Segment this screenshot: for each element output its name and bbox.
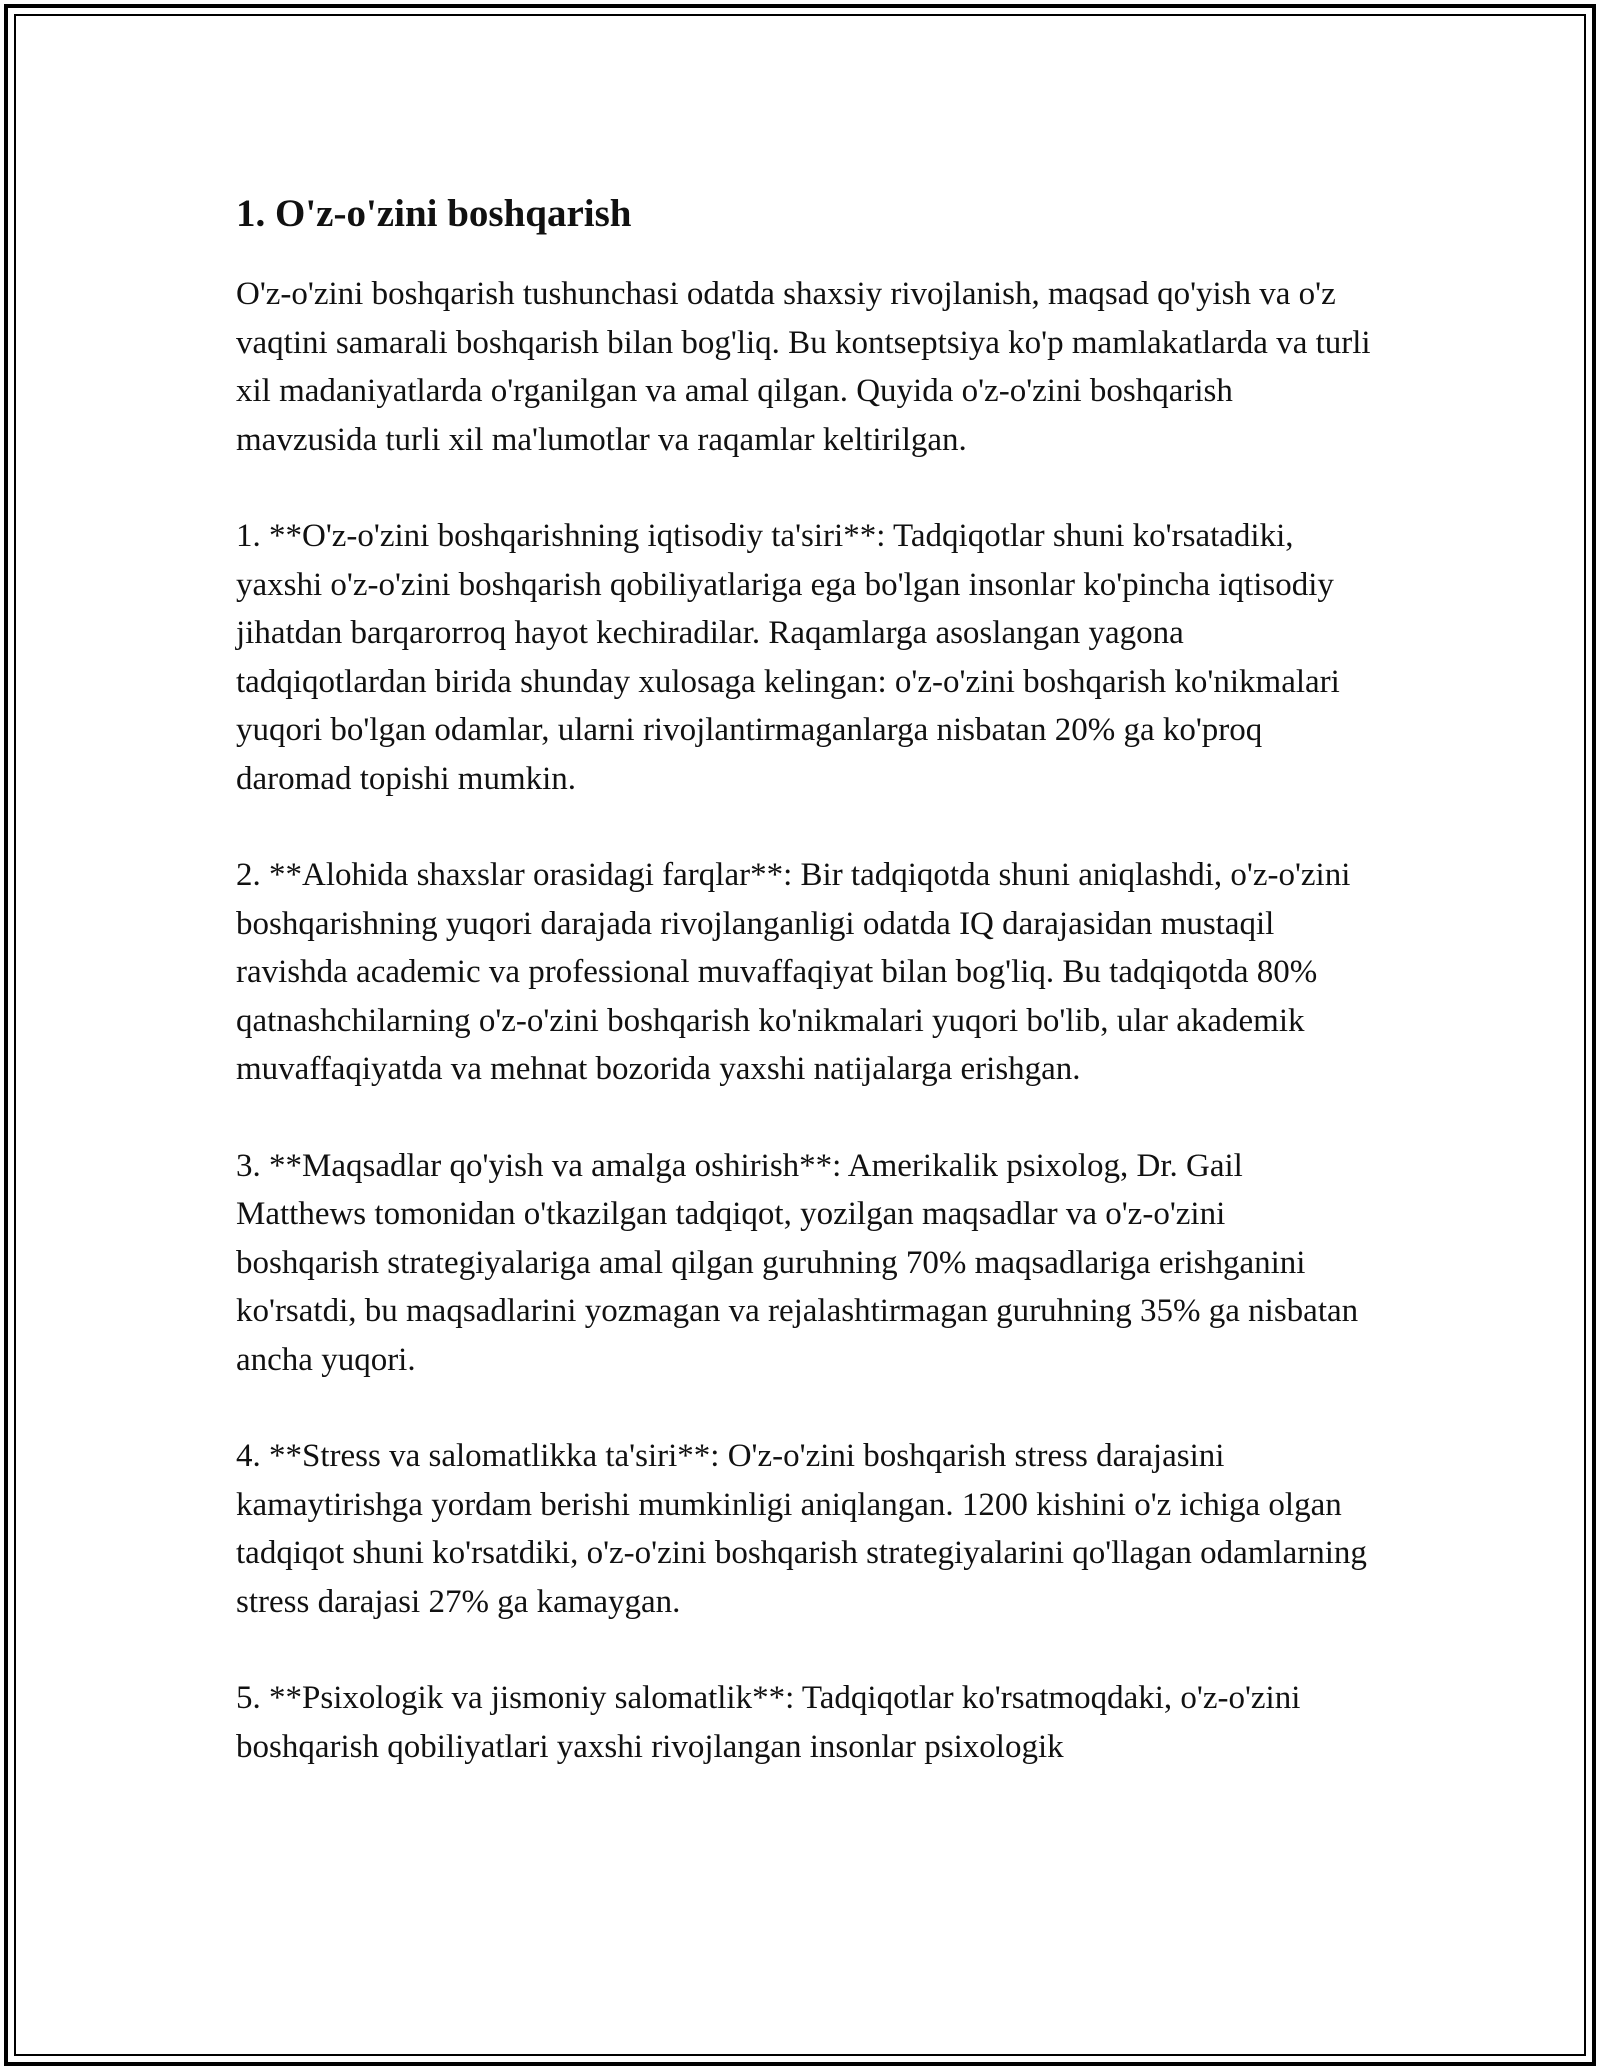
list-item-goal-setting: 3. **Maqsadlar qo'yish va amalga oshirish**: Amerikalik psixolog, Dr. Gail Matthews tomonidan o'tkazilgan tadqiqot, yozilgan maqsadlar va o'z-o'zini boshqarish strategiyalariga amal qilgan guruhning 70% maqsadlariga erishganini ko'rsatdi, bu maqsadlarini yozmagan va rejalashtirmagan guruhning 35% ga nisbatan ancha yuqori. [236, 1147, 1359, 1378]
list-item-individual-differences: 2. **Alohida shaxslar orasidagi farqlar**: Bir tadqiqotda shuni aniqlashdi, o'z-o'zini boshqarishning yuqori darajada rivojlanganligi odatda IQ darajasidan mustaqil ravishda academic va professional muvaffaqiyat bilan bog'liq. Bu tadqiqotda 80% qatnashchilarning o'z-o'zini boshqarish ko'nikmalari yuqori bo'lib, ular akademik muvaffaqiyatda va mehnat bozorida yaxshi natijalarga erishgan. [236, 857, 1351, 1087]
list-item-stress-health: 4. **Stress va salomatlikka ta'siri**: O'z-o'zini boshqarish stress darajasini kamaytirishga yordam berishi mumkinligi aniqlangan. 1200 kishini o'z ichiga olgan tadqiqot shuni ko'rsatdiki, o'z-o'zini boshqarish strategiyalarini qo'llagan odamlarning stress darajasi 27% ga kamaygan. [236, 1438, 1367, 1620]
document-body [236, 188, 1372, 1819]
intro-paragraph: O'z-o'zini boshqarish tushunchasi odatda shaxsiy rivojlanish, maqsad qo'yish va o'z vaqtini samarali boshqarish bilan bog'liq. Bu kontseptsiya ko'p mamlakatlarda va turli xil madaniyatlarda o'rganilgan va amal qilgan. Quyida o'z-o'zini boshqarish mavzusida turli xil ma'lumotlar va raqamlar keltirilgan. [236, 276, 1371, 458]
section-heading: 1. O'z-o'zini boshqarish [236, 192, 632, 235]
list-item-economic-impact: 1. **O'z-o'zini boshqarishning iqtisodiy ta'siri**: Tadqiqotlar shuni ko'rsatadiki, yaxshi o'z-o'zini boshqarish qobiliyatlariga ega bo'lgan insonlar ko'pincha iqtisodiy jihatdan barqarorroq hayot kechiradilar. Raqamlarga asoslangan yagona tadqiqotlardan birida shunday xulosaga kelingan: o'z-o'zini boshqarish ko'nikmalari yuqori bo'lgan odamlar, ularni rivojlantirmaganlarga nisbatan 20% ga ko'proq daromad topishi mumkin. [236, 518, 1340, 797]
list-item-psychological-health: 5. **Psixologik va jismoniy salomatlik**: Tadqiqotlar ko'rsatmoqdaki, o'z-o'zini boshqarish qobiliyatlari yaxshi rivojlangan insonlar psixologik [236, 1680, 1301, 1765]
